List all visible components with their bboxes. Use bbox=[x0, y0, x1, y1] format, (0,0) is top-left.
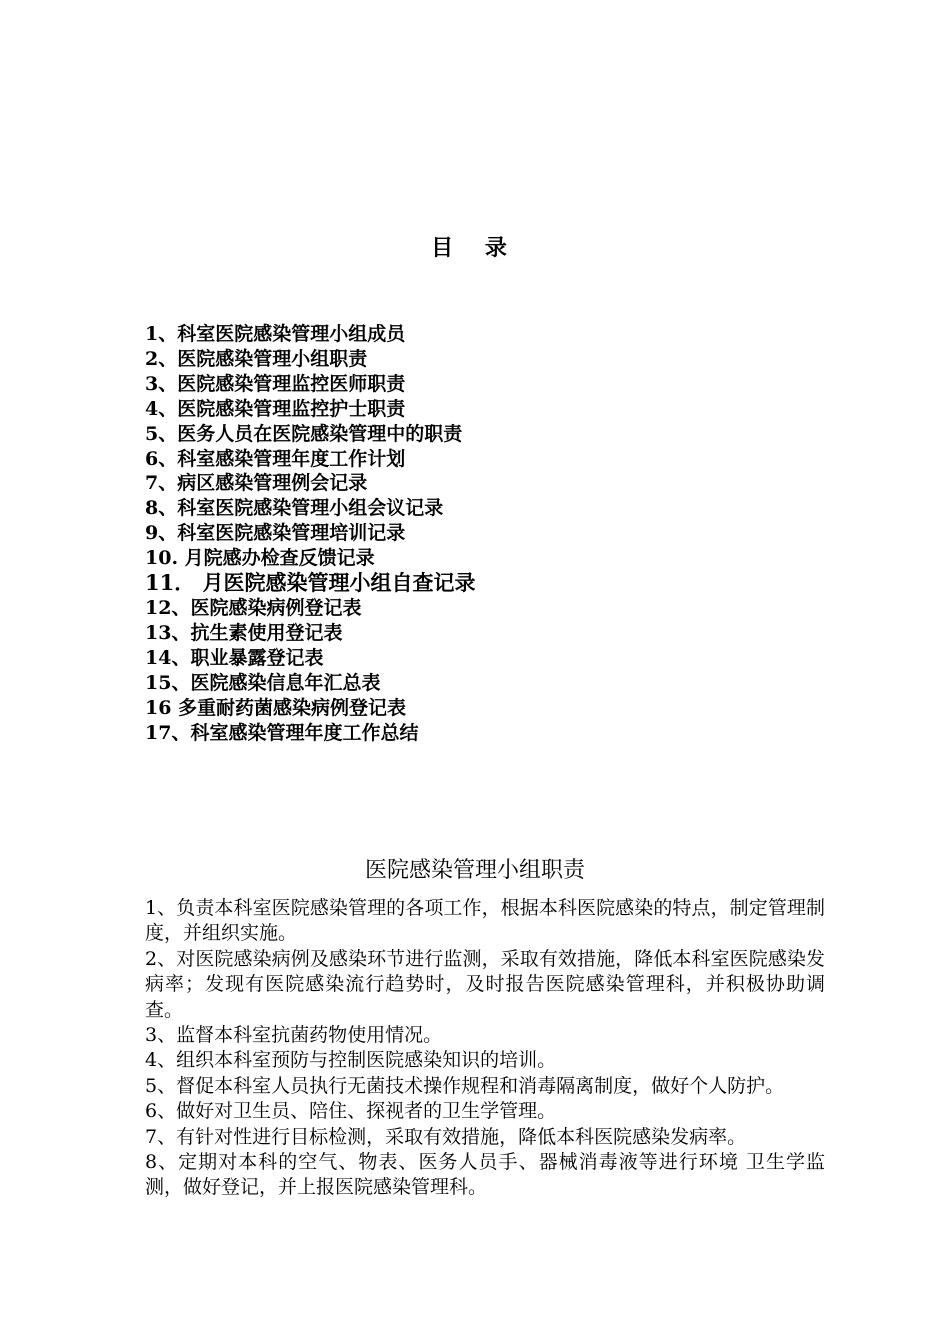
toc-item: 15、医院感染信息年汇总表 bbox=[145, 671, 381, 694]
toc-item: 16 多重耐药菌感染病例登记表 bbox=[145, 696, 407, 719]
section-title: 医院感染管理小组职责 bbox=[364, 858, 585, 883]
toc-item: 12、医院感染病例登记表 bbox=[145, 596, 362, 619]
toc-item: 3、医院感染管理监控医师职责 bbox=[145, 372, 406, 395]
duty-paragraph: 7、有针对性进行目标检测，采取有效措施，降低本科医院感染发病率。 bbox=[145, 1125, 747, 1148]
duties-body bbox=[145, 896, 825, 1201]
toc-list bbox=[145, 322, 845, 745]
toc-item: 6、科室感染管理年度工作计划 bbox=[145, 447, 406, 470]
duty-paragraph: 3、监督本科室抗菌药物使用情况。 bbox=[145, 1024, 443, 1047]
duty-paragraph: 8、定期对本科的空气、物表、医务人员手、器械消毒液等进行环境 卫生学监测，做好登记，并上报医院感染管理科。 bbox=[145, 1151, 825, 1199]
toc-item: 9、科室医院感染管理培训记录 bbox=[145, 522, 406, 545]
duty-paragraph: 5、督促本科室人员执行无菌技术操作规程和消毒隔离制度，做好个人防护。 bbox=[145, 1074, 785, 1097]
duty-paragraph: 6、做好对卫生员、陪住、探视者的卫生学管理。 bbox=[145, 1100, 557, 1123]
toc-item: 7、病区感染管理例会记录 bbox=[145, 472, 368, 495]
toc-item: 2、医院感染管理小组职责 bbox=[145, 347, 368, 370]
toc-item: 17、科室感染管理年度工作总结 bbox=[145, 721, 419, 744]
toc-item: 14、职业暴露登记表 bbox=[145, 646, 324, 669]
toc-title: 目 录 bbox=[431, 235, 519, 261]
toc-item: 13、抗生素使用登记表 bbox=[145, 621, 343, 644]
toc-item: 11． 月医院感染管理小组自查记录 bbox=[145, 570, 476, 596]
toc-item: 1、科室医院感染管理小组成员 bbox=[145, 323, 406, 345]
toc-item: 10. 月院感办检查反馈记录 bbox=[145, 547, 375, 570]
duty-paragraph: 1、负责本科室医院感染管理的各项工作，根据本科医院感染的特点，制定管理制度，并组织实施。 bbox=[145, 897, 825, 945]
duty-paragraph: 4、组织本科室预防与控制医院感染知识的培训。 bbox=[145, 1049, 557, 1072]
toc-item: 5、医务人员在医院感染管理中的职责 bbox=[145, 422, 463, 445]
toc-item: 4、医院感染管理监控护士职责 bbox=[145, 397, 406, 420]
duty-paragraph: 2、对医院感染病例及感染环节进行监测，采取有效措施，降低本科室医院感染发病率；发现有医院感染流行趋势时，及时报告医院感染管理科，并积极协助调查。 bbox=[145, 947, 825, 1021]
toc-item: 8、科室医院感染管理小组会议记录 bbox=[145, 497, 444, 520]
